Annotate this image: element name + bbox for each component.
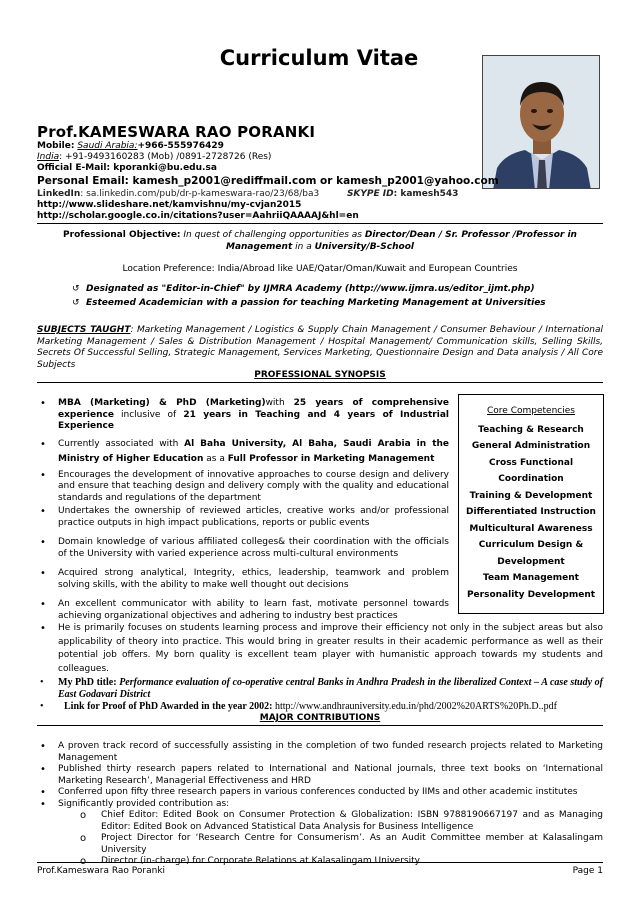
competency-item: Differentiated Instruction <box>466 507 596 517</box>
competency-item: Curriculum Design & <box>478 540 584 550</box>
competency-item: Team Management <box>483 573 579 583</box>
subjects-taught <box>37 325 603 371</box>
footer-divider <box>37 862 603 863</box>
objective-connector: in a <box>295 242 312 252</box>
list-item: • Acquired strong analytical, Integrity, ethics, leadership, teamwork and problem solving skills, with the ability to make well thought out decisions <box>37 568 449 591</box>
competency-item: Teaching & Research <box>478 424 584 435</box>
designation-editor <box>72 284 535 294</box>
india-phone-line <box>37 152 271 163</box>
candidate-name: Prof.KAMESWARA RAO PORANKI <box>37 123 316 141</box>
objective-text: In quest of challenging opportunities as <box>183 230 362 240</box>
phd-title-item <box>37 677 603 701</box>
list-item: • Undertakes the ownership of reviewed articles, creative works and/or professional practice outputs in high impact publications, reports or public events <box>37 506 449 529</box>
arrow-icon: ↺ <box>72 298 80 308</box>
phd-proof-item <box>37 701 603 713</box>
footer-author: Prof.Kameswara Rao Poranki <box>37 866 166 876</box>
mobile-number: +966-555976429 <box>137 141 224 151</box>
linkedin-label: LinkedIn <box>37 189 81 199</box>
slideshare-link[interactable]: http://www.slideshare.net/kamvishnu/my-cvjan2015 <box>37 200 302 210</box>
phd-title: Performance evaluation of co-operative central Banks in Andhra Pradesh in the liberalized Context – A case study of East Godavari District <box>58 677 603 700</box>
professional-objective <box>37 229 603 253</box>
competency-item: Coordination <box>498 474 564 484</box>
list-item: • Published thirty research papers related to International and National journals, three text books on ‘International Marketing Research’, Managerial Effectiveness and HRD <box>37 764 603 787</box>
objective-label: Professional Objective: <box>63 230 181 240</box>
list-item: • He is primarily focuses on students learning process and improve their efficiency not only in the subject areas but also applicability of theory into practice. This would bring in greater results in their academic performance as well as their potential job offers. My born quality is excellent team player with humanistic approach towards my students and colleagues. <box>37 622 603 676</box>
location-preference: Location Preference: India/Abroad like UAE/Qatar/Oman/Kuwait and European Countries <box>122 264 518 274</box>
competency-item: General Administration <box>471 441 591 451</box>
list-item: • MBA (Marketing) & PhD (Marketing)with 25 years of comprehensive experience inclusive of 21 years in Teaching and 4 years of Industrial Experience <box>37 398 449 433</box>
profile-photo <box>482 55 600 189</box>
mobile-country: Saudi Arabia: <box>77 141 138 151</box>
linkedin-line <box>37 189 458 200</box>
skype-label: SKYPE ID <box>346 189 394 199</box>
competency-item: Multicultural Awareness <box>469 523 593 534</box>
list-item: • Significantly provided contribution as: o Chief Editor: Edited Book on Consumer Protection & Globalization: ISBN 9788190667197 and as Managing Editor: Edited Book on Advanced Statistical Data Analysis for Business Intelligence o Project Director for ‘Research Centre for Consumerism’. As an Audit Committee member at Kalasalingam University o Director (in-charge) for Corporate Relations at Kalasalingam University. <box>37 799 603 868</box>
core-competencies-title: Core Competencies <box>487 406 575 416</box>
list-item: • Encourages the development of innovative approaches to course design and delivery and ensure that teaching design and delivery comply with the quality and educational standards and regulations of the department <box>37 470 449 505</box>
objective-roles: Director/Dean / Sr. Professor /Professor in Management <box>226 230 577 252</box>
designation-academician-text: Esteemed Academician with a passion for teaching Marketing Management at Universities <box>86 298 546 308</box>
portrait-image <box>483 56 600 189</box>
designation-academician <box>72 298 546 308</box>
sub-list-item: o Chief Editor: Edited Book on Consumer Protection & Globalization: ISBN 9788190667197 and as Managing Editor: Edited Book on Advanced Statistical Data Analysis for Business Intelligence <box>80 810 603 833</box>
contributions-list <box>37 741 603 868</box>
personal-email[interactable]: Personal Email: kamesh_p2001@rediffmail.com or kamesh_p2001@yahoo.com <box>37 175 499 187</box>
india-phone: : +91-9493160283 (Mob) /0891-2728726 (Res) <box>59 152 272 162</box>
page-footer <box>37 866 603 876</box>
list-item: • An excellent communicator with ability to learn fast, motivate personnel towards achieving organizational objectives and adhering to industry best practices <box>37 599 449 622</box>
competency-item: Development <box>497 556 565 567</box>
scholar-link[interactable]: http://scholar.google.co.in/citations?user=AahriiQAAAAJ&hl=en <box>37 211 359 221</box>
document-title: Curriculum Vitae <box>219 46 419 70</box>
skype-id: : kamesh543 <box>393 189 459 199</box>
synopsis-list <box>37 398 449 622</box>
arrow-icon: ↺ <box>72 284 80 294</box>
objective-org: University/B-School <box>314 242 414 252</box>
synopsis-divider <box>37 382 603 383</box>
phd-list <box>37 677 603 713</box>
list-item: • A proven track record of successfully assisting in the completion of two funded research projects related to Marketing Management <box>37 741 603 764</box>
synopsis-full-list <box>37 622 603 676</box>
core-competencies-box <box>458 394 604 614</box>
subjects-text: : Marketing Management / Logistics & Supply Chain Management / Consumer Behaviour / International Marketing Management / Sales & Distribution Management / Hospital Management/ Communication skills, Selling Skills, Secrets Of Successful Selling, Strategic Management, Services Marketing, Questionnaire Design and Data analysis / All Core Subjects <box>37 325 604 370</box>
header-divider <box>37 223 603 224</box>
mobile-line <box>37 141 224 152</box>
subjects-label: SUBJECTS TAUGHT <box>37 325 131 335</box>
list-item: • Domain knowledge of various affiliated colleges& their coordination with the officials of the University with varied experience across multi-cultural environments <box>37 537 449 560</box>
competency-item: Personality Development <box>466 589 596 600</box>
phd-proof-label: Link for Proof of PhD Awarded in the year 2002: <box>64 701 273 712</box>
list-item: • Conferred upon fifty three research papers in various conferences conducted by IIMs and other academic institutes <box>37 787 603 799</box>
official-email[interactable]: Official E-Mail: kporanki@bu.edu.sa <box>37 163 217 173</box>
sub-list-item: o Director (in-charge) for Corporate Relations at Kalasalingam University. <box>80 856 603 868</box>
contribution-sublist <box>80 810 603 868</box>
contributions-heading: MAJOR CONTRIBUTIONS <box>259 713 381 723</box>
india-label: India <box>37 152 60 162</box>
contributions-divider <box>37 725 603 726</box>
mobile-label: Mobile: <box>37 141 75 151</box>
sub-list-item: o Project Director for ‘Research Centre for Consumerism’. As an Audit Committee member at Kalasalingam University <box>80 833 603 856</box>
list-item: • Currently associated with Al Baha University, Al Baha, Saudi Arabia in the Ministry of Higher Education as a Full Professor in Marketing Management <box>37 437 449 468</box>
phd-proof-link[interactable]: http://www.andhrauniversity.edu.in/phd/2002%20ARTS%20Ph.D..pdf <box>274 701 557 712</box>
page-number: Page 1 <box>572 866 603 876</box>
competency-item: Training & Development <box>469 490 593 501</box>
synopsis-heading: PROFESSIONAL SYNOPSIS <box>254 370 386 380</box>
linkedin-url[interactable]: : sa.linkedin.com/pub/dr-p-kameswara-rao/23/68/ba3 <box>80 189 320 199</box>
competency-item: Cross Functional <box>488 457 574 468</box>
designation-editor-text: Designated as "Editor-in-Chief" by IJMRA Academy (http://www.ijmra.us/editor_ijmt.php) <box>86 284 535 294</box>
phd-label: My PhD title: <box>58 677 117 688</box>
